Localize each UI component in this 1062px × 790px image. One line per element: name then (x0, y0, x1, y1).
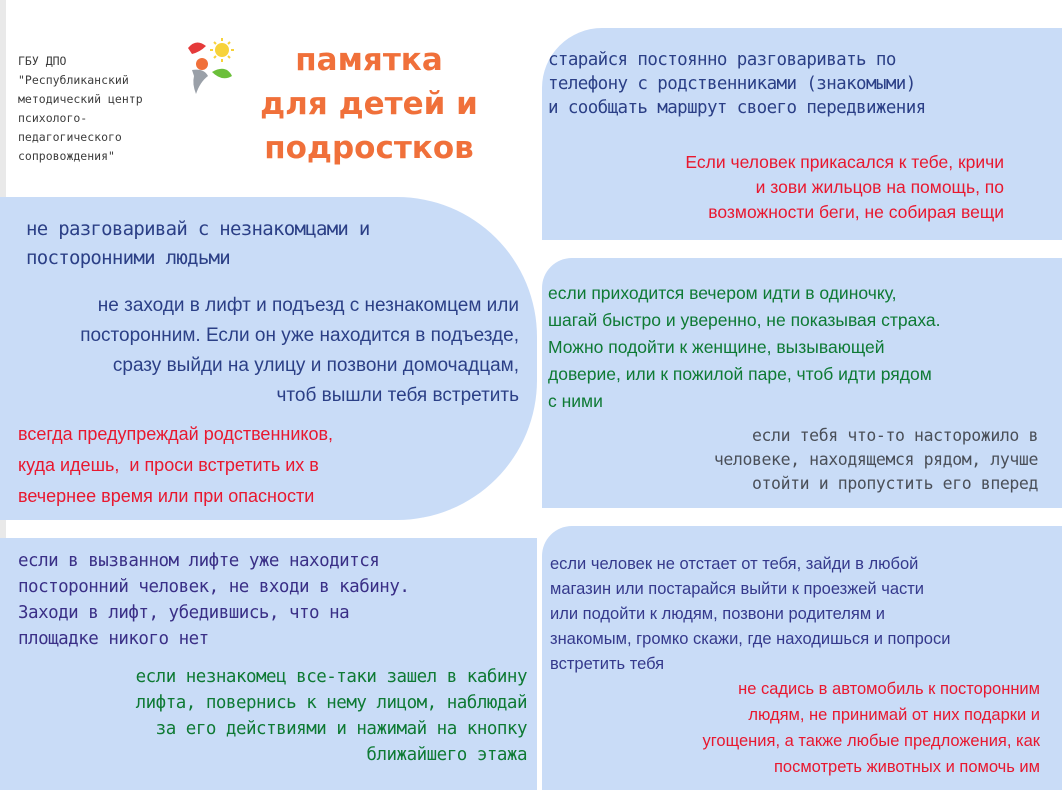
text-line: старайся постоянно разговаривать по (548, 50, 896, 70)
text-line: Заходи в лифт, убедившись, что на (18, 603, 350, 623)
org-line: методический центр (18, 92, 143, 106)
text-line: куда идешь, и проси встретить их в (18, 455, 319, 475)
occupied-lift-tip (18, 548, 409, 652)
text-line: если человек не отстает от тебя, зайди в любой (550, 555, 919, 573)
text-line: Можно подойти к женщине, вызывающей (548, 337, 885, 357)
text-line: если тебя что-то насторожило в (751, 426, 1038, 445)
follower-tip (550, 552, 950, 677)
text-line: площадке никого нет (18, 629, 209, 649)
warn-relatives (18, 419, 333, 512)
touch-warning (685, 150, 1004, 225)
text-line: людям, не принимай от них подарки и (748, 706, 1040, 724)
tip-card-lift (0, 538, 537, 790)
text-line: и сообщать маршрут своего передвижения (548, 98, 926, 118)
text-line: если приходится вечером идти в одиночку, (548, 283, 897, 303)
phone-tip (548, 48, 926, 120)
text-line: если незнакомец все-таки зашел в кабину (135, 667, 527, 687)
title-line: для детей и (260, 86, 478, 122)
text-line: человеке, находящемся рядом, лучше (713, 450, 1038, 469)
evening-tip (548, 280, 941, 415)
text-line: чтоб вышли тебя встретить (276, 385, 519, 406)
text-line: возможности беги, не собирая вещи (708, 202, 1004, 222)
text-line: Если человек прикасался к тебе, кричи (685, 152, 1004, 172)
text-line: угощения, а также любые предложения, как (702, 732, 1040, 750)
text-line: с ними (548, 391, 603, 411)
text-line: посторонним. Если он уже находится в подъезде, (80, 325, 519, 346)
text-line: за его действиями и нажимай на кнопку (155, 719, 527, 739)
text-line: или подойти к людям, позвони родителям и (550, 605, 885, 623)
strangers-heading (26, 215, 370, 273)
text-line: встретить тебя (550, 655, 665, 673)
car-warning (703, 676, 1040, 780)
tip-card-follower (542, 526, 1062, 790)
text-line: вечернее время или при опасности (18, 486, 315, 506)
org-line: ГБУ ДПО (18, 54, 67, 68)
title-line: памятка (295, 42, 443, 78)
tip-card-phone (542, 28, 1062, 240)
org-line: "Республиканский (18, 73, 129, 87)
text-line: не заходи в лифт и подъезд с незнакомцем или (97, 295, 519, 316)
entrance-tip (80, 291, 519, 411)
text-line: магазин или постарайся выйти к проезжей части (550, 580, 925, 598)
text-line: и зови жильцов на помощь, по (755, 177, 1004, 197)
text-line: если в вызванном лифте уже находится (18, 551, 380, 571)
text-line: отойти и пропустить его вперед (751, 474, 1038, 493)
tip-card-evening (542, 258, 1062, 508)
suspicious-tip (714, 424, 1038, 496)
organization-name (18, 52, 143, 166)
org-line: сопровождения" (18, 149, 115, 163)
text-line: ближайшего этажа (366, 745, 527, 765)
org-line: психолого- (18, 111, 88, 125)
org-line: педагогического (18, 130, 122, 144)
text-line: не садись в автомобиль к посторонним (738, 680, 1040, 698)
tip-card-strangers (0, 197, 537, 520)
memo-title (254, 38, 484, 170)
title-line: подростков (264, 130, 474, 166)
text-line: всегда предупреждай родственников, (18, 424, 334, 444)
stranger-in-lift-tip (136, 664, 527, 768)
text-line: телефону с родственниками (знакомыми) (548, 74, 916, 94)
text-line: лифта, повернись к нему лицом, наблюдай (135, 693, 527, 713)
text-line: посторонний человек, не входи в кабину. (18, 577, 410, 597)
text-line: шагай быстро и уверенно, не показывая страха. (548, 310, 941, 330)
text-line: посмотреть животных и помочь им (773, 758, 1040, 776)
child-sun-logo-icon (178, 34, 242, 98)
text-line: сразу выйди на улицу и позвони домочадцам, (112, 355, 519, 376)
text-line: доверие, или к пожилой паре, чтоб идти рядом (548, 364, 932, 384)
text-line: знакомым, громко скажи, где находишься и попроси (550, 630, 951, 648)
text-line: не разговаривай с незнакомцами и (26, 218, 370, 240)
text-line: посторонними людьми (26, 247, 231, 269)
